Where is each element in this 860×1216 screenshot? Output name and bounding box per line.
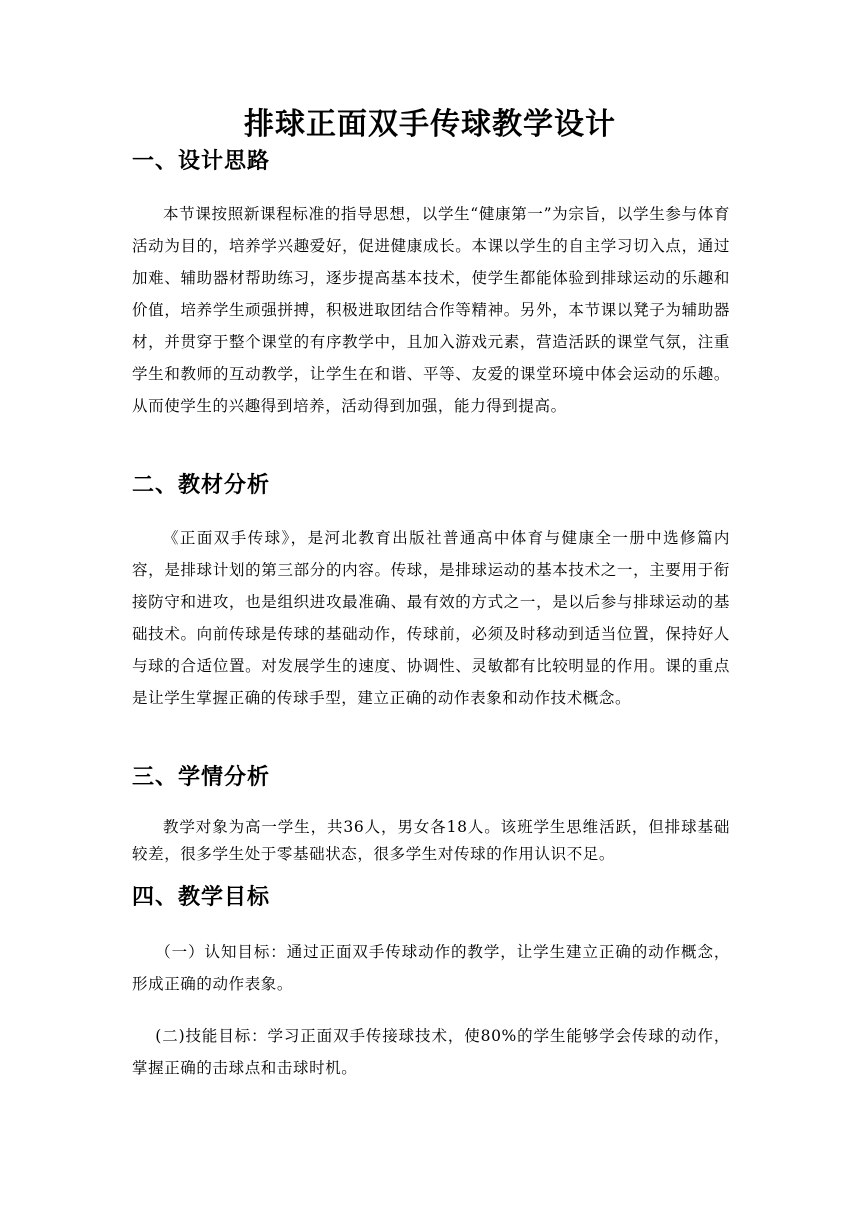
goal-cognitive: （一）认知目标：通过正面双手传球动作的教学，让学生建立正确的动作概念，形成正确的动作表象。	[132, 943, 730, 993]
goal-skill: (二)技能目标：学习正面双手传接球技术，使80%的学生能够学会传球的动作，掌握正确的击球点和击球时机。	[132, 1027, 730, 1077]
paragraph-learner-analysis: 教学对象为高一学生，共36人，男女各18人。该班学生思维活跃，但排球基础较差，很多学生处于零基础状态，很多学生对传球的作用认识不足。	[132, 818, 730, 863]
section-heading-design-idea: 一、设计思路	[132, 149, 271, 174]
paragraph-material-analysis: 《正面双手传球》，是河北教育出版社普通高中体育与健康全一册中选修篇内容，是排球计划的第三部分的内容。传球，是排球运动的基本技术之一，主要用于衔接防守和进攻，也是组织进攻最准确、最有效的方式之一，是以后参与排球运动的基础技术。向前传球是传球的基础动作，传球前，必须及时移动到适当位置，保持好人与球的合适位置。对发展学生的速度、协调性、灵敏都有比较明显的作用。课的重点是让学生掌握正确的传球手型，建立正确的动作表象和动作技术概念。	[132, 529, 730, 707]
document-title: 排球正面双手传球教学设计	[244, 107, 616, 142]
paragraph-design-idea: 本节课按照新课程标准的指导思想，以学生“健康第一”为宗旨，以学生参与体育活动为目的，培养学兴趣爱好，促进健康成长。本课以学生的自主学习切入点，通过加难、辅助器材帮助练习，逐步提高基本技术，使学生都能体验到排球运动的乐趣和价值，培养学生顽强拼搏，积极进取团结合作等精神。另外，本节课以凳子为辅助器材，并贯穿于整个课堂的有序教学中，且加入游戏元素，营造活跃的课堂气氛，注重学生和教师的互动教学，让学生在和谐、平等、友爱的课堂环境中体会运动的乐趣。从而使学生的兴趣得到培养，活动得到加强，能力得到提高。	[132, 205, 730, 415]
section-heading-learner-analysis: 三、学情分析	[132, 765, 271, 790]
section-heading-teaching-goals: 四、教学目标	[132, 885, 271, 910]
section-heading-material-analysis: 二、教材分析	[132, 473, 271, 498]
